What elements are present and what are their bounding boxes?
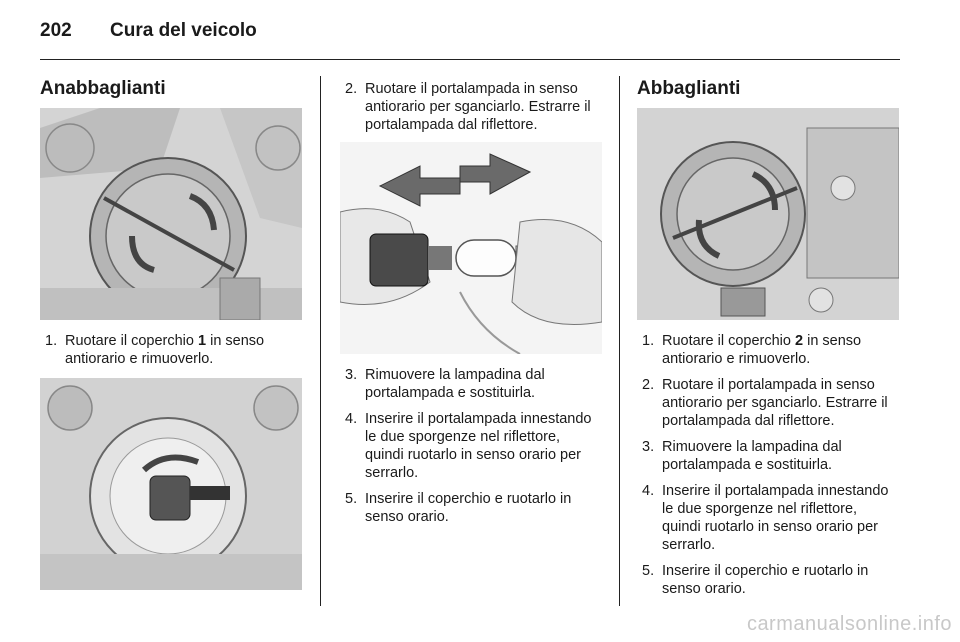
- page-number: 202: [40, 20, 72, 41]
- list-item: 4. Inserire il portalampada innestando le due sporgenze nel riflettore, quindi ruotarlo in senso orario per serrarlo.: [345, 411, 592, 481]
- watermark: carmanualsonline.info: [746, 613, 952, 635]
- list-item: 4. Inserire il portalampada innestando le due sporgenze nel riflettore, quindi ruotarlo in senso orario per serrarlo.: [642, 483, 889, 553]
- high-beam-steps: [637, 332, 899, 598]
- low-beam-steps-b1: [340, 80, 602, 134]
- column-steps-continued: [340, 80, 602, 534]
- list-item: 3. Rimuovere la lampadina dal portalampada e sostituirla.: [642, 439, 842, 473]
- list-item: 2. Ruotare il portalampada in senso antiorario per sganciarlo. Estrarre il portalampada dal riflettore.: [642, 377, 888, 429]
- high-beam-cover-illustration: [637, 108, 899, 320]
- page-header: [40, 20, 257, 42]
- low-beam-steps-b2: [340, 366, 602, 526]
- heading-low-beam: Anabbaglianti: [40, 78, 166, 99]
- cover-removal-illustration: [40, 108, 302, 320]
- list-item: 5. Inserire il coperchio e ruotarlo in senso orario.: [642, 563, 869, 597]
- section-title: Cura del veicolo: [110, 20, 257, 41]
- bulb-holder-illustration: [40, 378, 302, 590]
- column-divider-2: [619, 76, 620, 606]
- column-high-beam: [637, 80, 899, 606]
- list-item: 5. Inserire il coperchio e ruotarlo in senso orario.: [345, 491, 572, 525]
- bulb-replacement-illustration: [340, 142, 602, 354]
- list-item: 3. Rimuovere la lampadina dal portalampada e sostituirla.: [345, 367, 545, 401]
- header-rule: [40, 59, 900, 60]
- low-beam-steps-a: [40, 332, 302, 368]
- list-item: 2. Ruotare il portalampada in senso antiorario per sganciarlo. Estrarre il portalampada dal riflettore.: [345, 81, 591, 133]
- column-low-beam: [40, 80, 302, 590]
- list-item: 1. Ruotare il coperchio 2 in senso antiorario e rimuoverlo.: [642, 333, 862, 367]
- heading-high-beam: Abbaglianti: [637, 78, 741, 99]
- list-item: 1. Ruotare il coperchio 1 in senso antiorario e rimuoverlo.: [45, 333, 265, 367]
- column-divider-1: [320, 76, 321, 606]
